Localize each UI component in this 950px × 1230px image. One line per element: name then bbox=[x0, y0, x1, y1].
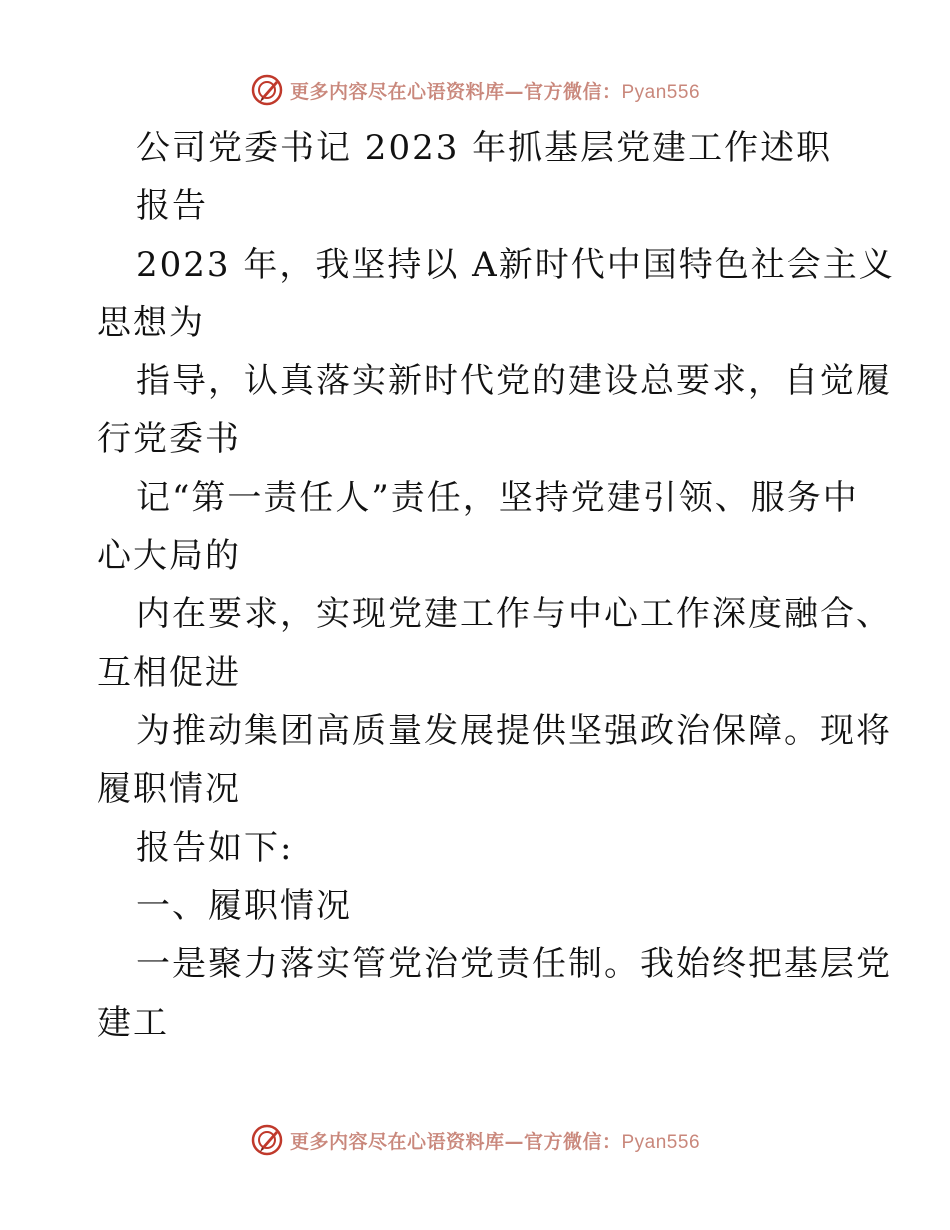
header-watermark-banner bbox=[0, 70, 950, 110]
watermark-wechat-id: Pyan556 bbox=[621, 1131, 701, 1153]
paragraph-line: 记“第一责任人”责任，坚持党建引领、服务中 bbox=[136, 478, 859, 518]
paragraph-line: 互相促进 bbox=[97, 653, 241, 693]
paragraph-line: 心大局的 bbox=[97, 536, 241, 576]
paragraph-line: 一是聚力落实管党治党责任制。我始终把基层党 bbox=[136, 944, 892, 984]
pen-logo-icon bbox=[250, 73, 284, 107]
watermark-slogan: 更多内容尽在心语资料库—官方微信： bbox=[289, 1130, 622, 1153]
paragraph-line: 指导，认真落实新时代党的建设总要求，自觉履 bbox=[136, 361, 892, 401]
watermark-text bbox=[290, 77, 700, 104]
watermark-slogan: 更多内容尽在心语资料库—官方微信： bbox=[289, 80, 622, 103]
watermark-text bbox=[290, 1127, 700, 1154]
section-heading: 一、履职情况 bbox=[136, 886, 352, 926]
paragraph-line: 建工 bbox=[97, 1003, 169, 1043]
paragraph-line: 2023 年，我坚持以 A新时代中国特色社会主义 bbox=[136, 245, 895, 285]
paragraph-line: 行党委书 bbox=[97, 419, 241, 459]
paragraph-line: 思想为 bbox=[97, 303, 205, 343]
title-line-1: 公司党委书记 2023 年抓基层党建工作述职 bbox=[136, 128, 833, 168]
paragraph-line: 履职情况 bbox=[97, 769, 241, 809]
paragraph-line: 报告如下: bbox=[136, 828, 294, 868]
paragraph-line: 内在要求，实现党建工作与中心工作深度融合、 bbox=[136, 594, 892, 634]
footer-watermark-banner bbox=[0, 1120, 950, 1160]
watermark-wechat-id: Pyan556 bbox=[621, 81, 701, 103]
title-line-2: 报告 bbox=[136, 186, 208, 226]
paragraph-line: 为推动集团高质量发展提供坚强政治保障。现将 bbox=[136, 711, 892, 751]
pen-logo-icon bbox=[250, 1123, 284, 1157]
